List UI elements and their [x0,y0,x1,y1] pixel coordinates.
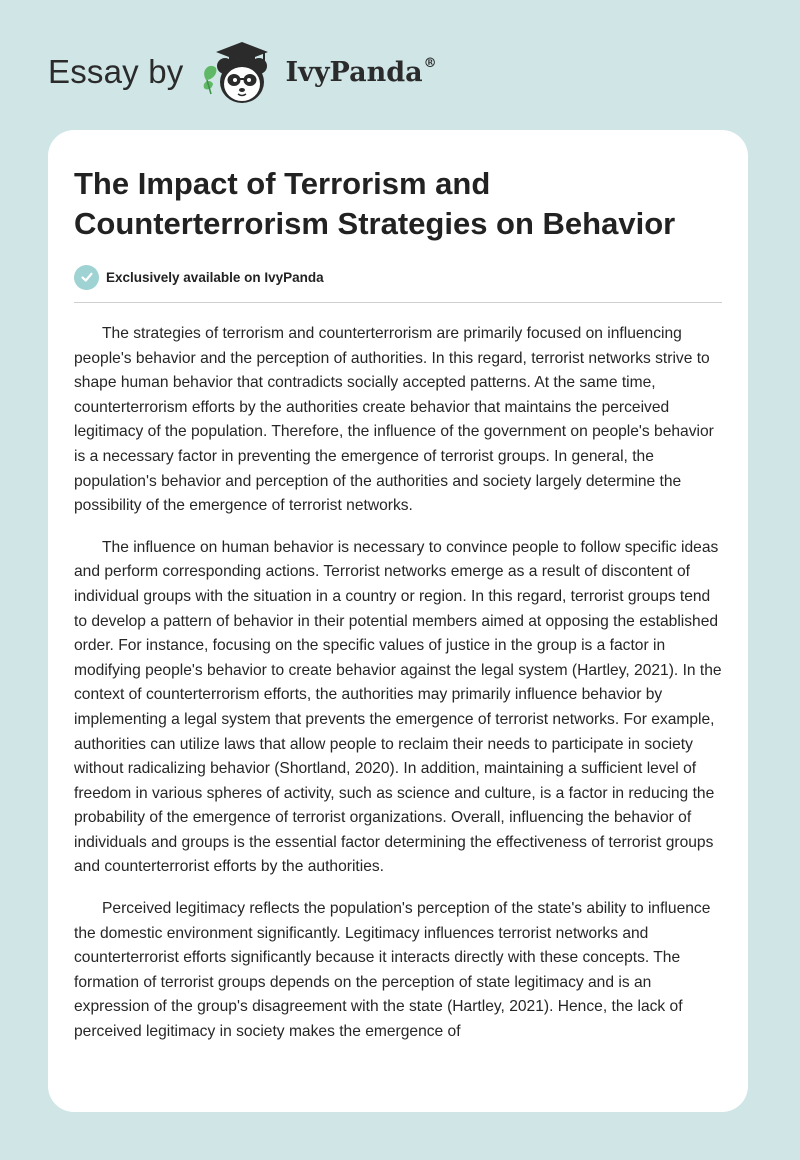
essay-paragraph: The strategies of terrorism and counterterrorism are primarily focused on influencing people's behavior and the perception of authorities. In this regard, terrorist networks strive to shape human behavior that contradicts socially accepted patterns. At the same time, counterterrorism efforts by the authorities create behavior that maintains the perceived legitimacy of the population. Therefore, the influence of the government on people's behavior is a necessary factor in preventing the emergence of terrorist groups. In general, the population's behavior and perception of the authorities and society largely determine the possibility of the emergence of terrorist networks. [74,325,714,515]
essay-card [48,130,748,1112]
exclusive-badge [74,264,324,290]
brand-name-text: IvyPanda [285,57,423,88]
essay-by-label: Essay by [48,53,184,90]
essay-paragraph: The influence on human behavior is necessary to convince people to follow specific ideas and perform corresponding actions. Terrorist networks emerge as a result of discontent of individual groups with the situation in a country or region. In this regard, terrorist groups tend to develop a pattern of behavior in their potential members aimed at opposing the established order. For instance, focusing on the specific values of justice in the group is a factor in modifying people's behavior to create behavior against the legal system (Hartley, 2021). In the context of counterterrorism efforts, the authorities may primarily influence behavior by implementing a legal system that prevents the emergence of terrorist networks. For example, authorities can utilize laws that allow people to reclaim their needs to participate in society without radicalizing behavior (Shortland, 2020). In addition, maintaining a sufficient level of freedom in various spheres of activity, such as science and culture, is a factor in reducing the probability of the emergence of terrorist organizations. Overall, influencing the behavior of individuals and groups is the essential factor determining the effectiveness of terrorist groups and counterterrorist efforts by the authorities. [74,538,722,876]
brand-name [286,56,437,88]
trademark-symbol: ® [423,56,437,71]
site-header [48,36,437,108]
checkmark-icon [74,265,99,290]
checkmark-glyph [80,270,94,284]
ivypanda-logo[interactable] [198,36,437,108]
essay-title: The Impact of Terrorism and Counterterrorism Strategies on Behavior [74,166,676,241]
title-divider [74,302,722,303]
exclusive-badge-text: Exclusively available on IvyPanda [106,269,324,285]
essay-paragraph: Perceived legitimacy reflects the population's perception of the state's ability to influence the domestic environment significantly. Legitimacy influences terrorist networks and counterterrorist efforts significantly because it interacts directly with these concepts. The formation of terrorist groups depends on the perception of state legitimacy and is an expression of the group's disagreement with the state (Hartley, 2021). Hence, the lack of perceived legitimacy in society makes the emergence of [74,900,711,1041]
essay-body [74,322,724,1062]
panda-graduate-logo-icon [198,36,282,108]
